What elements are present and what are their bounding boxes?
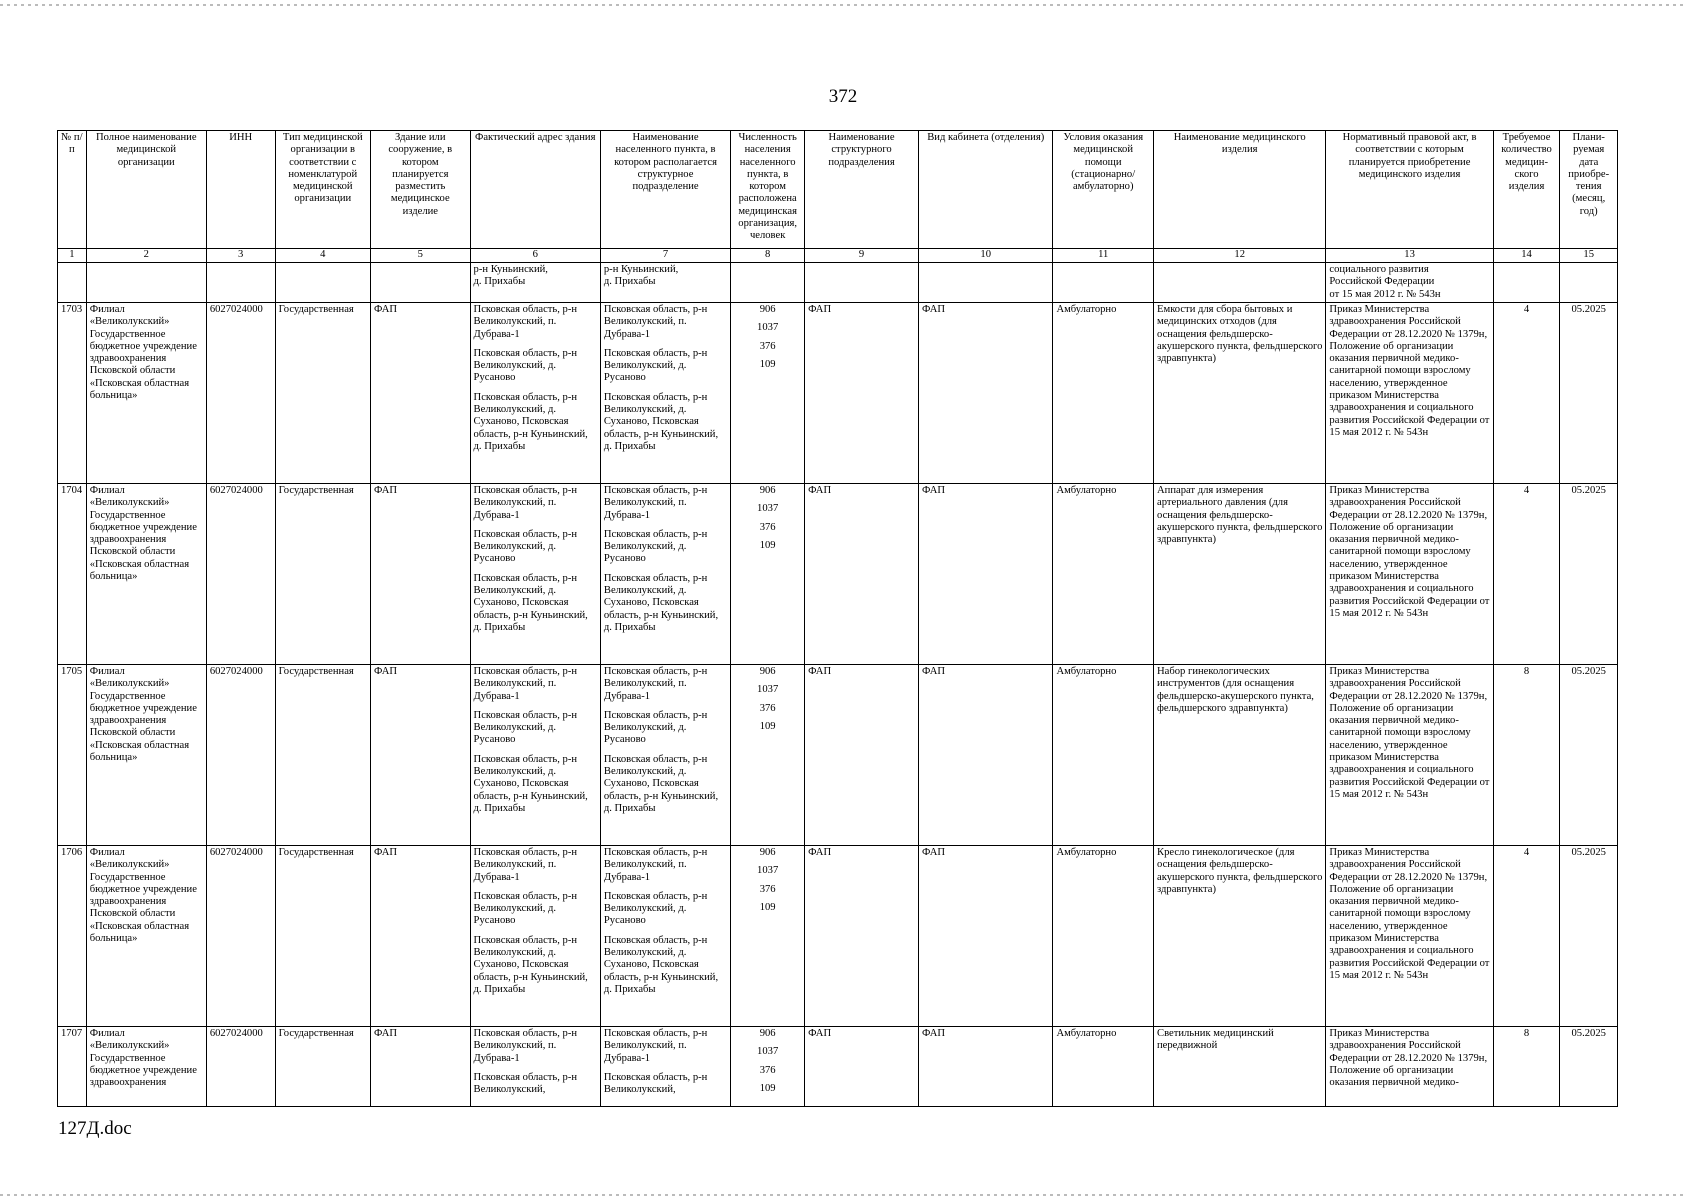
organization-type: Государственная <box>275 665 370 846</box>
column-number: 11 <box>1053 249 1154 263</box>
building: ФАП <box>371 846 471 1027</box>
structural-unit: ФАП <box>805 1027 919 1107</box>
inn-cell: 6027024000 <box>206 665 275 846</box>
building: ФАП <box>371 484 471 665</box>
building: ФАП <box>371 303 471 484</box>
population-value: 109 <box>759 539 776 551</box>
device-name: Кресло гинекологическое (для оснащения фельдшерско-акушерского пункта, фельдшерского здравпункта) <box>1154 846 1326 1027</box>
settlement-line: Псковская область, р-н Великолукский, п. Дубрава-1 <box>603 304 708 340</box>
settlement-line: Псковская область, р-н Великолукский, п. Дубрава-1 <box>603 485 708 521</box>
structural-unit: ФАП <box>805 665 919 846</box>
column-header-4: Тип медицинской организации в соответствии с номенклатурой медицинской организации <box>275 131 370 249</box>
required-quantity: 4 <box>1493 846 1560 1027</box>
continued-settlement: р-н Куньинский, д. Прихабы <box>600 263 730 303</box>
row-number: 1704 <box>58 484 87 665</box>
continued-address: р-н Куньинский, д. Прихабы <box>470 263 600 303</box>
population-value: 376 <box>759 883 776 895</box>
organization-name: Филиал «Великолукский» Государственное бюджетное учреждение здравоохранения Псковской области «Псковская областная больница» <box>86 484 206 665</box>
table-row <box>58 1027 1618 1107</box>
scan-edge-top <box>0 4 1686 6</box>
column-header-6: Фактический адрес здания <box>470 131 600 249</box>
column-header-14: Требуемое количество медицин-ского изделия <box>1493 131 1560 249</box>
column-number: 6 <box>470 249 600 263</box>
address-line: Псковская область, р-н Великолукский, д. Суханово, Псковская область, р-н Куньинский, д. Прихабы <box>473 572 588 633</box>
column-header-7: Наименование населенного пункта, в котором располагается структурное подразделение <box>600 131 730 249</box>
legal-act: Приказ Министерства здравоохранения Российской Федерации от 28.12.2020 № 1379н, Положение об организации оказания первичной медико-санитарной помощи взрослому населению, утвержденное приказом Министерства здравоохранения и социального развития Российской Федерации от 15 мая 2012 г. № 543н <box>1326 846 1493 1027</box>
organization-name: Филиал «Великолукский» Государственное бюджетное учреждение здравоохранения <box>86 1027 206 1107</box>
table-row <box>58 484 1618 665</box>
scan-edge-bottom <box>0 1194 1686 1196</box>
population-value: 376 <box>759 521 776 533</box>
population-value: 1037 <box>757 684 779 696</box>
settlement-name <box>600 665 730 846</box>
organization-type: Государственная <box>275 1027 370 1107</box>
care-conditions: Амбулаторно <box>1053 303 1154 484</box>
column-header-11: Условия оказания медицинской помощи (стационарно/ амбулаторно) <box>1053 131 1154 249</box>
inn-cell: 6027024000 <box>206 846 275 1027</box>
column-header-1: № п/п <box>58 131 87 249</box>
address-line: Псковская область, р-н Великолукский, п. Дубрава-1 <box>473 1028 578 1064</box>
settlement-line: Псковская область, р-н Великолукский, д. Суханово, Псковская область, р-н Куньинский, д. Прихабы <box>603 391 719 452</box>
column-number: 3 <box>206 249 275 263</box>
address-line: Псковская область, р-н Великолукский, д. Суханово, Псковская область, р-н Куньинский, д. Прихабы <box>473 934 588 995</box>
required-quantity: 8 <box>1493 665 1560 846</box>
population-value: 109 <box>759 901 776 913</box>
address-line: Псковская область, р-н Великолукский, д. Суханово, Псковская область, р-н Куньинский, д. Прихабы <box>473 391 588 452</box>
population-value: 1037 <box>757 503 779 515</box>
column-header-10: Вид кабинета (отделения) <box>919 131 1053 249</box>
column-number: 4 <box>275 249 370 263</box>
inn-cell: 6027024000 <box>206 303 275 484</box>
population <box>731 846 805 1027</box>
settlement-line: Псковская область, р-н Великолукский, д. Русаново <box>603 890 708 927</box>
device-name: Набор гинекологических инструментов (для оснащения фельдшерско-акушерского пункта, фельдшерского здравпункта) <box>1154 665 1326 846</box>
cabinet-type: ФАП <box>919 1027 1053 1107</box>
population-value: 1037 <box>757 322 779 334</box>
settlement-line: Псковская область, р-н Великолукский, п. Дубрава-1 <box>603 1028 708 1064</box>
address-line: Псковская область, р-н Великолукский, д. Русаново <box>473 709 578 746</box>
cabinet-type: ФАП <box>919 665 1053 846</box>
column-header-8: Численность населения населенного пункта, в котором расположена медицинская организация, человек <box>731 131 805 249</box>
organization-name: Филиал «Великолукский» Государственное бюджетное учреждение здравоохранения Псковской области «Псковская областная больница» <box>86 303 206 484</box>
legal-act: Приказ Министерства здравоохранения Российской Федерации от 28.12.2020 № 1379н, Положение об организации оказания первичной медико-санитарной помощи взрослому населению, утвержденное приказом Министерства здравоохранения и социального развития Российской Федерации от 15 мая 2012 г. № 543н <box>1326 303 1493 484</box>
care-conditions: Амбулаторно <box>1053 846 1154 1027</box>
population-value: 109 <box>759 358 776 370</box>
device-name: Емкости для сбора бытовых и медицинских отходов (для оснащения фельдшерско-акушерского пункта, фельдшерского здравпункта) <box>1154 303 1326 484</box>
care-conditions: Амбулаторно <box>1053 1027 1154 1107</box>
address-line: Псковская область, р-н Великолукский, п. Дубрава-1 <box>473 847 578 883</box>
column-number: 12 <box>1154 249 1326 263</box>
actual-address <box>470 303 600 484</box>
address-line: Псковская область, р-н Великолукский, д. Русаново <box>473 528 578 565</box>
column-number: 7 <box>600 249 730 263</box>
device-name: Светильник медицинский передвижной <box>1154 1027 1326 1107</box>
row-number: 1707 <box>58 1027 87 1107</box>
population-value: 376 <box>759 702 776 714</box>
population <box>731 484 805 665</box>
population-value: 1037 <box>757 1046 779 1058</box>
actual-address <box>470 846 600 1027</box>
column-header-15: Плани-руемая дата приобре-тения (месяц, год) <box>1560 131 1618 249</box>
table-row <box>58 303 1618 484</box>
address-line: Псковская область, р-н Великолукский, п. Дубрава-1 <box>473 304 578 340</box>
population <box>731 1027 805 1107</box>
address-line: Псковская область, р-н Великолукский, <box>473 1071 578 1096</box>
settlement-name <box>600 303 730 484</box>
legal-act: Приказ Министерства здравоохранения Российской Федерации от 28.12.2020 № 1379н, Положение об организации оказания первичной медико-санитарной помощи взрослому населению, утвержденное приказом Министерства здравоохранения и социального развития Российской Федерации от 15 мая 2012 г. № 543н <box>1326 484 1493 665</box>
row-number: 1703 <box>58 303 87 484</box>
column-number: 14 <box>1493 249 1560 263</box>
address-line: Псковская область, р-н Великолукский, д. Русаново <box>473 890 578 927</box>
continued-row <box>58 263 1618 303</box>
organization-type: Государственная <box>275 846 370 1027</box>
legal-act: Приказ Министерства здравоохранения Российской Федерации от 28.12.2020 № 1379н, Положение об организации оказания первичной медико- <box>1326 1027 1493 1107</box>
population-value: 906 <box>759 847 776 858</box>
required-quantity: 4 <box>1493 303 1560 484</box>
column-number: 1 <box>58 249 87 263</box>
settlement-line: Псковская область, р-н Великолукский, п. Дубрава-1 <box>603 847 708 883</box>
care-conditions: Амбулаторно <box>1053 665 1154 846</box>
population-value: 1037 <box>757 865 779 877</box>
row-number: 1706 <box>58 846 87 1027</box>
table-row <box>58 846 1618 1027</box>
settlement-name <box>600 846 730 1027</box>
column-header-5: Здание или сооружение, в котором планируется разместить медицинское изделие <box>371 131 471 249</box>
inn-cell: 6027024000 <box>206 484 275 665</box>
column-header-2: Полное наименование медицинской организации <box>86 131 206 249</box>
organization-name: Филиал «Великолукский» Государственное бюджетное учреждение здравоохранения Псковской области «Псковская областная больница» <box>86 665 206 846</box>
cabinet-type: ФАП <box>919 846 1053 1027</box>
structural-unit: ФАП <box>805 846 919 1027</box>
address-line: Псковская область, р-н Великолукский, п. Дубрава-1 <box>473 485 578 521</box>
medical-equipment-table <box>57 130 1618 1107</box>
population-value: 109 <box>759 720 776 732</box>
document-filename: 127Д.doc <box>58 1118 132 1139</box>
planned-date: 05.2025 <box>1560 1027 1618 1107</box>
register-sheet <box>57 130 1618 1115</box>
settlement-name <box>600 484 730 665</box>
settlement-name <box>600 1027 730 1107</box>
address-line: Псковская область, р-н Великолукский, п. Дубрава-1 <box>473 666 578 702</box>
address-line: Псковская область, р-н Великолукский, д. Суханово, Псковская область, р-н Куньинский, д. Прихабы <box>473 753 588 814</box>
settlement-line: Псковская область, р-н Великолукский, п. Дубрава-1 <box>603 666 708 702</box>
settlement-line: Псковская область, р-н Великолукский, д. Русаново <box>603 709 708 746</box>
planned-date: 05.2025 <box>1560 484 1618 665</box>
table-header-row <box>58 131 1618 249</box>
population-value: 376 <box>759 340 776 352</box>
cabinet-type: ФАП <box>919 303 1053 484</box>
building: ФАП <box>371 665 471 846</box>
column-number: 13 <box>1326 249 1493 263</box>
settlement-line: Псковская область, р-н Великолукский, д. Суханово, Псковская область, р-н Куньинский, д. Прихабы <box>603 934 719 995</box>
population-value: 376 <box>759 1064 776 1076</box>
structural-unit: ФАП <box>805 484 919 665</box>
column-number: 5 <box>371 249 471 263</box>
page-number: 372 <box>828 86 858 107</box>
inn-cell: 6027024000 <box>206 1027 275 1107</box>
column-header-12: Наименование медицинского изделия <box>1154 131 1326 249</box>
structural-unit: ФАП <box>805 303 919 484</box>
device-name: Аппарат для измерения артериального давления (для оснащения фельдшерско-акушерского пункта, фельдшерского здравпункта) <box>1154 484 1326 665</box>
column-header-9: Наименование структурного подразделения <box>805 131 919 249</box>
required-quantity: 8 <box>1493 1027 1560 1107</box>
table-row <box>58 665 1618 846</box>
population-value: 906 <box>759 304 776 315</box>
column-header-13: Нормативный правовой акт, в соответствии с которым планируется приобретение медицинского изделия <box>1326 131 1493 249</box>
settlement-line: Псковская область, р-н Великолукский, д. Суханово, Псковская область, р-н Куньинский, д. Прихабы <box>603 753 719 814</box>
organization-name: Филиал «Великолукский» Государственное бюджетное учреждение здравоохранения Псковской области «Псковская областная больница» <box>86 846 206 1027</box>
population-value: 906 <box>759 485 776 496</box>
actual-address <box>470 665 600 846</box>
population-value: 109 <box>759 1082 776 1094</box>
column-number: 8 <box>731 249 805 263</box>
organization-type: Государственная <box>275 303 370 484</box>
building: ФАП <box>371 1027 471 1107</box>
column-number: 10 <box>919 249 1053 263</box>
settlement-line: Псковская область, р-н Великолукский, д. Русаново <box>603 347 708 384</box>
column-number: 9 <box>805 249 919 263</box>
planned-date: 05.2025 <box>1560 846 1618 1027</box>
settlement-line: Псковская область, р-н Великолукский, <box>603 1071 708 1096</box>
column-number: 2 <box>86 249 206 263</box>
actual-address <box>470 484 600 665</box>
population-value: 906 <box>759 1028 776 1039</box>
address-line: Псковская область, р-н Великолукский, д. Русаново <box>473 347 578 384</box>
settlement-line: Псковская область, р-н Великолукский, д. Русаново <box>603 528 708 565</box>
row-number: 1705 <box>58 665 87 846</box>
legal-act: Приказ Министерства здравоохранения Российской Федерации от 28.12.2020 № 1379н, Положение об организации оказания первичной медико-санитарной помощи взрослому населению, утвержденное приказом Министерства здравоохранения и социального развития Российской Федерации от 15 мая 2012 г. № 543н <box>1326 665 1493 846</box>
population <box>731 303 805 484</box>
care-conditions: Амбулаторно <box>1053 484 1154 665</box>
population-value: 906 <box>759 666 776 677</box>
continued-act: социального развития Российской Федерации от 15 мая 2012 г. № 543н <box>1326 263 1493 303</box>
required-quantity: 4 <box>1493 484 1560 665</box>
column-header-3: ИНН <box>206 131 275 249</box>
cabinet-type: ФАП <box>919 484 1053 665</box>
population <box>731 665 805 846</box>
organization-type: Государственная <box>275 484 370 665</box>
settlement-line: Псковская область, р-н Великолукский, д. Суханово, Псковская область, р-н Куньинский, д. Прихабы <box>603 572 719 633</box>
actual-address <box>470 1027 600 1107</box>
column-number-row <box>58 249 1618 263</box>
planned-date: 05.2025 <box>1560 665 1618 846</box>
column-number: 15 <box>1560 249 1618 263</box>
planned-date: 05.2025 <box>1560 303 1618 484</box>
